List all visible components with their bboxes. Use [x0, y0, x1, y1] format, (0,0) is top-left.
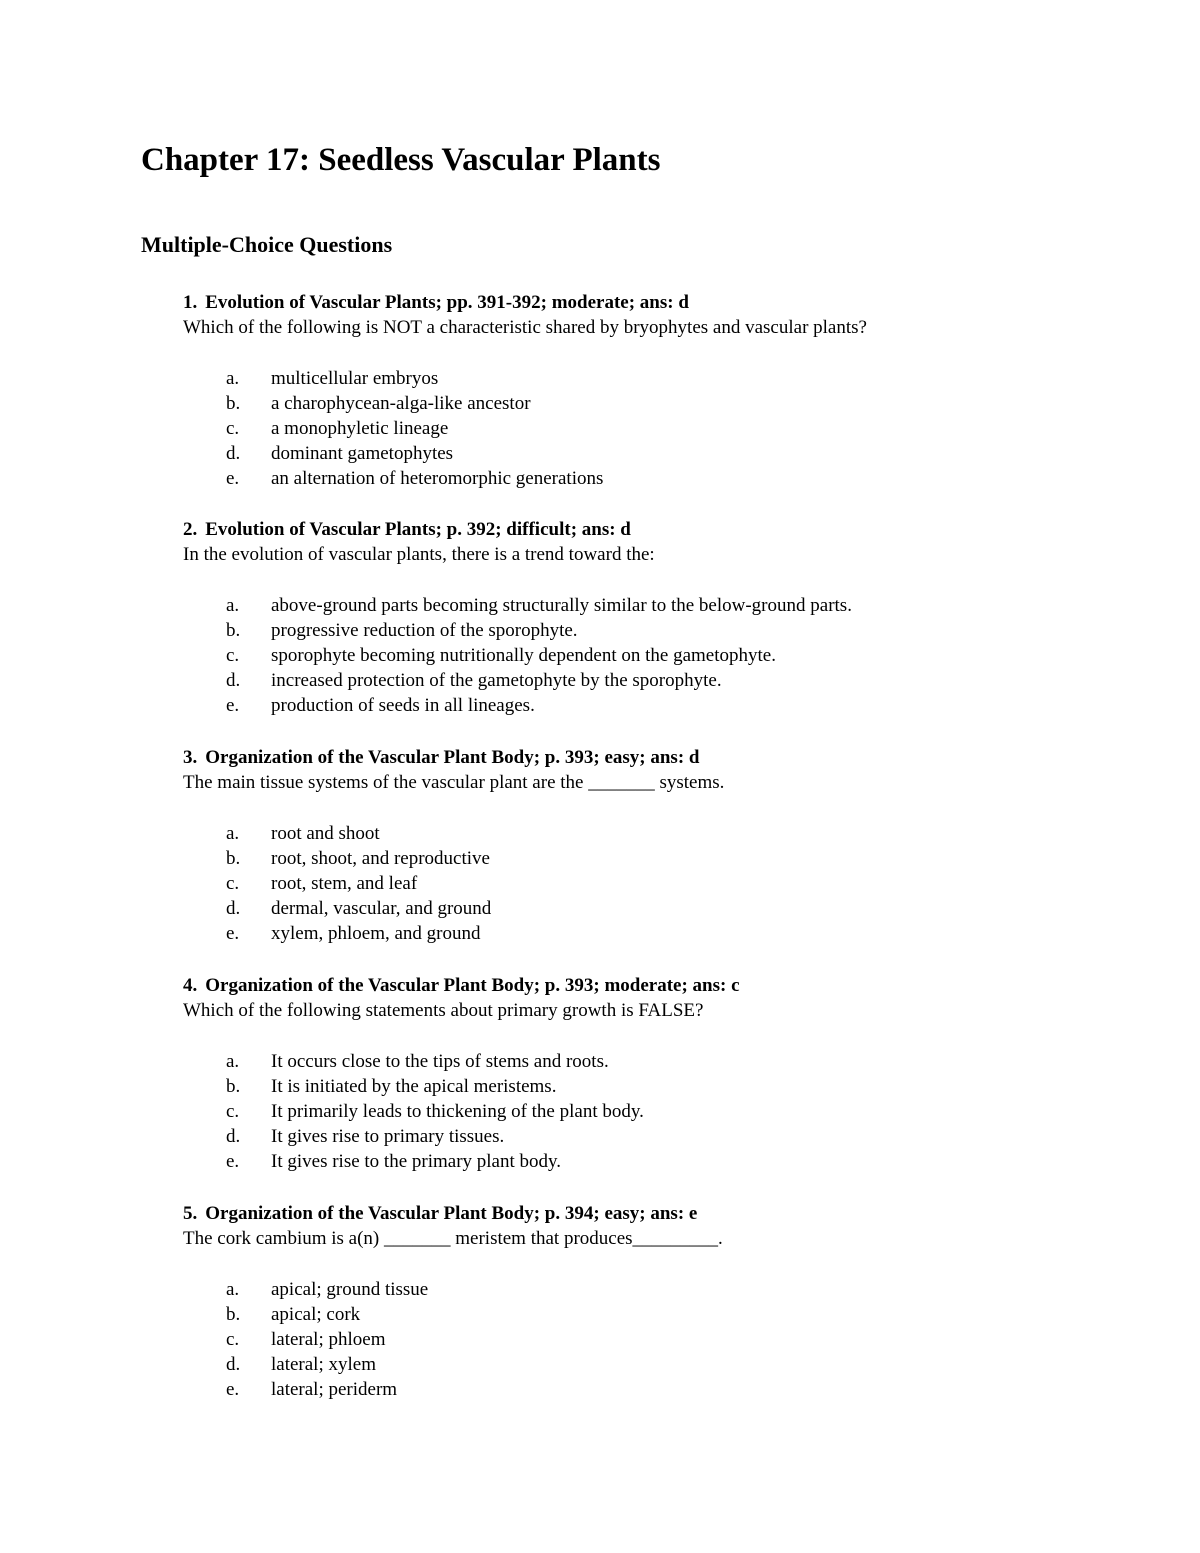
- question-number: 4.: [183, 975, 198, 996]
- choice-letter: e.: [226, 923, 240, 944]
- choice-text: root, shoot, and reproductive: [271, 848, 490, 869]
- choice-text: an alternation of heteromorphic generations: [271, 468, 604, 489]
- question-header: [183, 745, 1083, 770]
- question-meta: Organization of the Vascular Plant Body; p. 394; easy; ans: e: [205, 1203, 698, 1224]
- choice-letter: c.: [226, 418, 240, 439]
- choice-text: It occurs close to the tips of stems and roots.: [271, 1051, 609, 1072]
- choice-text: apical; ground tissue: [271, 1279, 429, 1300]
- choice-letter: a.: [226, 595, 240, 616]
- question-meta: Organization of the Vascular Plant Body; p. 393; easy; ans: d: [205, 747, 700, 768]
- answer-choice: [183, 1074, 1083, 1099]
- answer-choice: [183, 618, 1083, 643]
- choice-letter: c.: [226, 1329, 240, 1350]
- choice-letter: a.: [226, 823, 240, 844]
- answer-choice: [183, 1149, 1083, 1174]
- question-meta: Evolution of Vascular Plants; p. 392; difficult; ans: d: [205, 519, 631, 540]
- question-5: [183, 1201, 1083, 1402]
- answer-choices: [183, 593, 1083, 718]
- question-stem: In the evolution of vascular plants, there is a trend toward the:: [183, 544, 655, 565]
- question-number: 2.: [183, 519, 198, 540]
- choice-letter: e.: [226, 1151, 240, 1172]
- choice-letter: d.: [226, 443, 241, 464]
- question-header: [183, 290, 1083, 315]
- answer-choice: [183, 896, 1083, 921]
- chapter-title: Chapter 17: Seedless Vascular Plants: [141, 142, 661, 178]
- answer-choice: [183, 416, 1083, 441]
- choice-letter: d.: [226, 670, 241, 691]
- choice-letter: e.: [226, 695, 240, 716]
- answer-choice: [183, 1302, 1083, 1327]
- choice-letter: b.: [226, 393, 241, 414]
- choice-text: above-ground parts becoming structurally similar to the below-ground parts.: [271, 595, 852, 616]
- answer-choice: [183, 821, 1083, 846]
- answer-choices: [183, 1277, 1083, 1402]
- question-number: 1.: [183, 292, 198, 313]
- answer-choice: [183, 1327, 1083, 1352]
- choice-letter: a.: [226, 368, 240, 389]
- section-heading: Multiple-Choice Questions: [141, 232, 393, 257]
- choice-text: root, stem, and leaf: [271, 873, 418, 894]
- question-4: [183, 973, 1083, 1174]
- choice-letter: d.: [226, 1354, 241, 1375]
- choice-text: progressive reduction of the sporophyte.: [271, 620, 578, 641]
- choice-letter: c.: [226, 873, 240, 894]
- answer-choice: [183, 441, 1083, 466]
- question-meta: Evolution of Vascular Plants; pp. 391-392; moderate; ans: d: [205, 292, 689, 313]
- question-stem: Which of the following is NOT a characteristic shared by bryophytes and vascular plants?: [183, 317, 867, 338]
- choice-text: It primarily leads to thickening of the plant body.: [271, 1101, 644, 1122]
- choice-text: production of seeds in all lineages.: [271, 695, 535, 716]
- answer-choice: [183, 1049, 1083, 1074]
- answer-choices: [183, 1049, 1083, 1174]
- question-header: [183, 517, 1083, 542]
- answer-choice: [183, 1377, 1083, 1402]
- choice-letter: c.: [226, 1101, 240, 1122]
- choice-text: a monophyletic lineage: [271, 418, 449, 439]
- choice-letter: e.: [226, 1379, 240, 1400]
- choice-text: apical; cork: [271, 1304, 361, 1325]
- answer-choice: [183, 693, 1083, 718]
- choice-letter: d.: [226, 898, 241, 919]
- question-number: 5.: [183, 1203, 198, 1224]
- answer-choices: [183, 366, 1083, 491]
- question-1: [183, 290, 1083, 491]
- choice-letter: b.: [226, 620, 241, 641]
- choice-text: multicellular embryos: [271, 368, 439, 389]
- answer-choices: [183, 821, 1083, 946]
- choice-letter: b.: [226, 1304, 241, 1325]
- choice-letter: c.: [226, 645, 240, 666]
- choice-text: a charophycean-alga-like ancestor: [271, 393, 531, 414]
- choice-letter: d.: [226, 1126, 241, 1147]
- answer-choice: [183, 643, 1083, 668]
- question-stem: The cork cambium is a(n) _______ meristem that produces_________.: [183, 1228, 723, 1249]
- question-2: [183, 517, 1083, 718]
- answer-choice: [183, 871, 1083, 896]
- choice-text: It gives rise to the primary plant body.: [271, 1151, 562, 1172]
- question-stem: Which of the following statements about primary growth is FALSE?: [183, 1000, 704, 1021]
- question-number: 3.: [183, 747, 198, 768]
- choice-letter: a.: [226, 1051, 240, 1072]
- choice-text: dominant gametophytes: [271, 443, 454, 464]
- answer-choice: [183, 391, 1083, 416]
- choice-letter: b.: [226, 848, 241, 869]
- answer-choice: [183, 1124, 1083, 1149]
- choice-letter: a.: [226, 1279, 240, 1300]
- choice-text: dermal, vascular, and ground: [271, 898, 492, 919]
- answer-choice: [183, 1277, 1083, 1302]
- answer-choice: [183, 593, 1083, 618]
- question-meta: Organization of the Vascular Plant Body; p. 393; moderate; ans: c: [205, 975, 740, 996]
- question-stem: The main tissue systems of the vascular plant are the _______ systems.: [183, 772, 725, 793]
- choice-text: increased protection of the gametophyte by the sporophyte.: [271, 670, 722, 691]
- choice-letter: e.: [226, 468, 240, 489]
- question-3: [183, 745, 1083, 946]
- answer-choice: [183, 366, 1083, 391]
- question-header: [183, 973, 1083, 998]
- answer-choice: [183, 466, 1083, 491]
- choice-text: lateral; xylem: [271, 1354, 376, 1375]
- answer-choice: [183, 921, 1083, 946]
- choice-text: sporophyte becoming nutritionally dependent on the gametophyte.: [271, 645, 776, 666]
- question-header: [183, 1201, 1083, 1226]
- choice-text: xylem, phloem, and ground: [271, 923, 481, 944]
- choice-text: lateral; periderm: [271, 1379, 398, 1400]
- answer-choice: [183, 846, 1083, 871]
- choice-text: It is initiated by the apical meristems.: [271, 1076, 557, 1097]
- choice-text: lateral; phloem: [271, 1329, 386, 1350]
- answer-choice: [183, 1352, 1083, 1377]
- choice-text: root and shoot: [271, 823, 380, 844]
- answer-choice: [183, 668, 1083, 693]
- choice-text: It gives rise to primary tissues.: [271, 1126, 505, 1147]
- choice-letter: b.: [226, 1076, 241, 1097]
- answer-choice: [183, 1099, 1083, 1124]
